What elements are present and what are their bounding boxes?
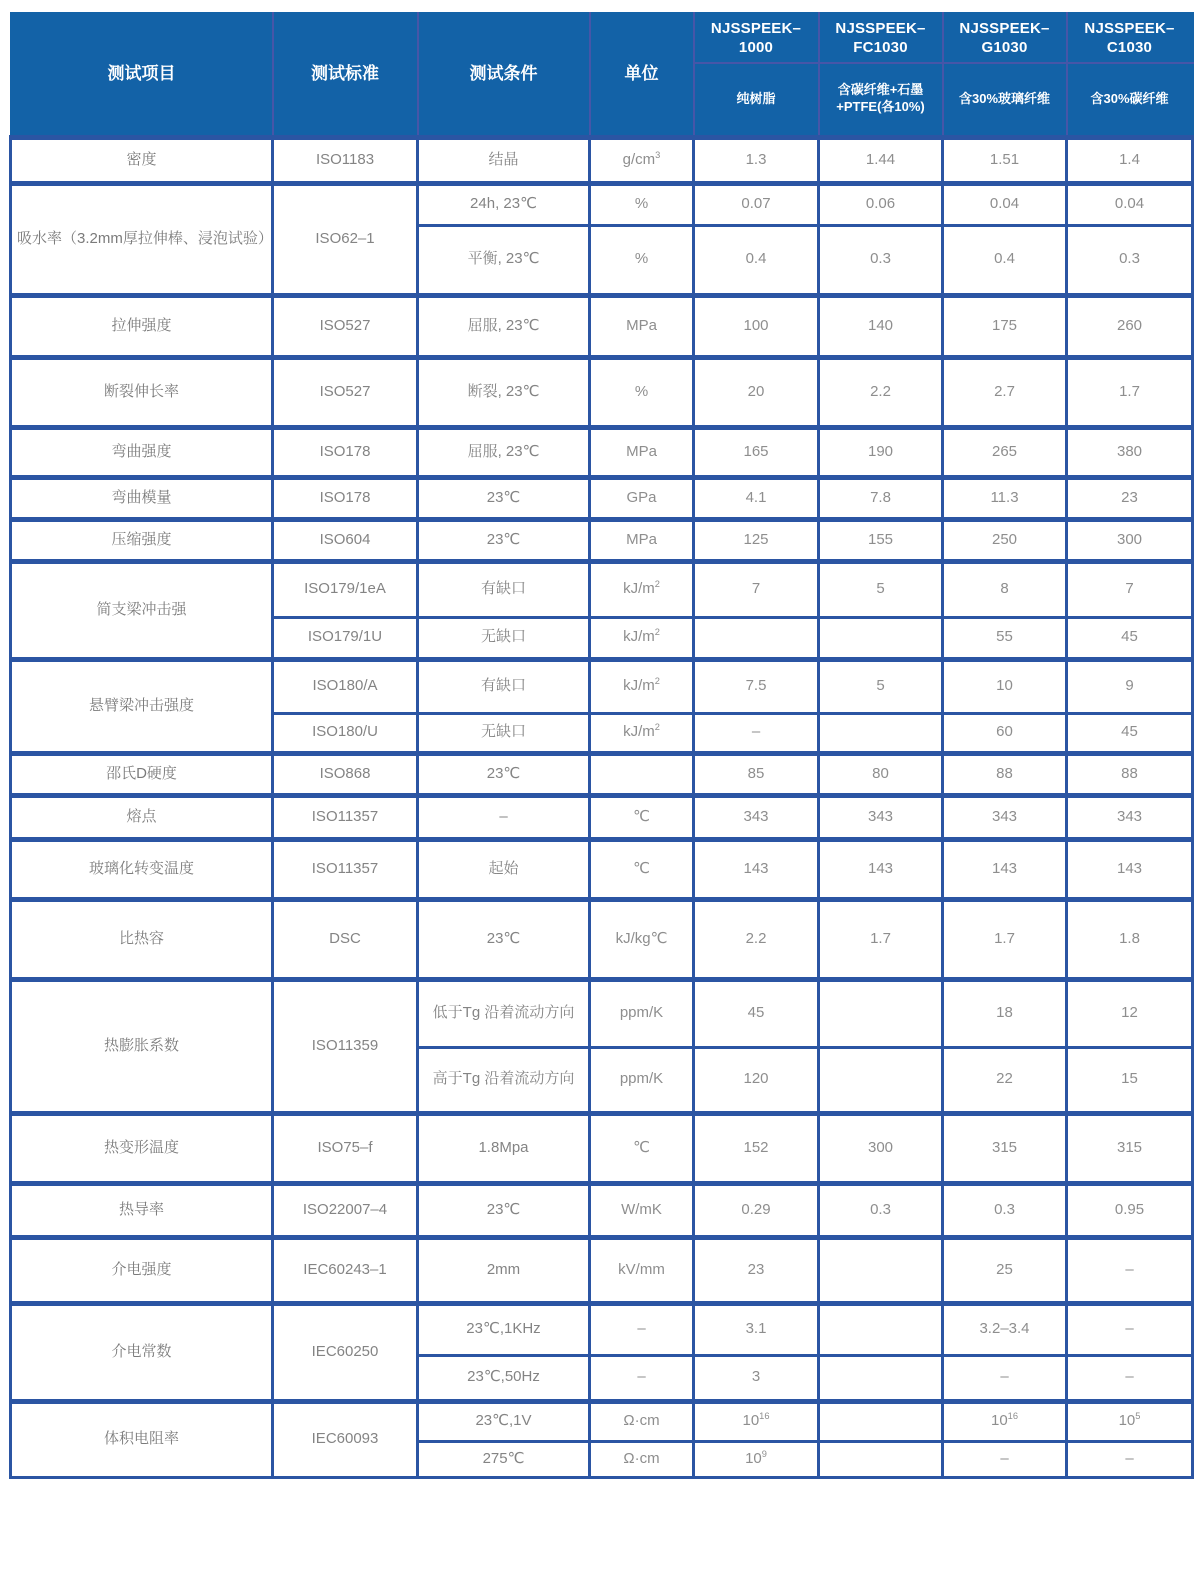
- cell-unit: %: [590, 357, 694, 427]
- cell-test-item: 介电常数: [11, 1303, 273, 1401]
- cell-condition: 屈服, 23℃: [418, 295, 590, 357]
- cell-standard: ISO178: [273, 427, 418, 477]
- cell-value-product-1: 100: [694, 295, 819, 357]
- cell-test-item: 密度: [11, 137, 273, 183]
- cell-value-product-1: 165: [694, 427, 819, 477]
- header-product-name-1: NJSSPEEK–1000: [694, 13, 819, 63]
- cell-unit: $kJ/m^2$: [590, 617, 694, 659]
- cell-value-product-3: 88: [943, 753, 1067, 795]
- cell-value-product-1: 3: [694, 1355, 819, 1401]
- table-row: [11, 427, 1193, 477]
- cell-test-item: 比热容: [11, 899, 273, 979]
- table-row: [11, 1113, 1193, 1183]
- cell-standard: ISO527: [273, 295, 418, 357]
- cell-value-product-3: 0.4: [943, 225, 1067, 295]
- cell-value-product-2: [819, 713, 943, 753]
- cell-condition: 275℃: [418, 1441, 590, 1477]
- cell-test-item: 热导率: [11, 1183, 273, 1237]
- cell-value-product-4: 143: [1067, 839, 1193, 899]
- cell-standard: ISO868: [273, 753, 418, 795]
- cell-value-product-1: 343: [694, 795, 819, 839]
- cell-value-product-1: 4.1: [694, 477, 819, 519]
- cell-test-item: 邵氏D硬度: [11, 753, 273, 795]
- cell-value-product-2: 343: [819, 795, 943, 839]
- table-row: [11, 295, 1193, 357]
- cell-condition: 2mm: [418, 1237, 590, 1303]
- cell-value-product-2: [819, 1355, 943, 1401]
- cell-condition: 23℃,1KHz: [418, 1303, 590, 1355]
- cell-value-product-1: 7: [694, 561, 819, 617]
- cell-value-product-1: 152: [694, 1113, 819, 1183]
- cell-condition: 有缺口: [418, 561, 590, 617]
- cell-value-product-3: 2.7: [943, 357, 1067, 427]
- cell-value-product-3: 3.2–3.4: [943, 1303, 1067, 1355]
- cell-value-product-4: 380: [1067, 427, 1193, 477]
- cell-value-product-1: 23: [694, 1237, 819, 1303]
- cell-unit: Ω·cm: [590, 1401, 694, 1441]
- cell-standard: ISO178: [273, 477, 418, 519]
- cell-test-item: 简支梁冲击强: [11, 561, 273, 659]
- cell-condition: 23℃: [418, 1183, 590, 1237]
- cell-condition: 断裂, 23℃: [418, 357, 590, 427]
- cell-value-product-4: 315: [1067, 1113, 1193, 1183]
- cell-condition: 23℃: [418, 753, 590, 795]
- cell-value-product-3: 11.3: [943, 477, 1067, 519]
- cell-condition: 平衡, 23℃: [418, 225, 590, 295]
- cell-value-product-1: 120: [694, 1047, 819, 1113]
- cell-test-item: 热膨胀系数: [11, 979, 273, 1113]
- cell-value-product-4: 15: [1067, 1047, 1193, 1113]
- header-product-name-4: NJSSPEEK–C1030: [1067, 13, 1193, 63]
- cell-value-product-1: 0.4: [694, 225, 819, 295]
- table-row: [11, 899, 1193, 979]
- cell-test-item: 玻璃化转变温度: [11, 839, 273, 899]
- cell-unit: %: [590, 225, 694, 295]
- cell-value-product-4: 45: [1067, 713, 1193, 753]
- table-row: [11, 753, 1193, 795]
- cell-unit: $g/cm^3$: [590, 137, 694, 183]
- cell-unit: kV/mm: [590, 1237, 694, 1303]
- cell-test-item: 熔点: [11, 795, 273, 839]
- cell-value-product-1: 125: [694, 519, 819, 561]
- table-row: [11, 1303, 1193, 1355]
- cell-value-product-2: [819, 617, 943, 659]
- cell-value-product-2: 1.44: [819, 137, 943, 183]
- cell-value-product-2: 140: [819, 295, 943, 357]
- cell-condition: 23℃,1V: [418, 1401, 590, 1441]
- cell-value-product-1: 2.2: [694, 899, 819, 979]
- cell-unit: MPa: [590, 427, 694, 477]
- cell-unit: MPa: [590, 295, 694, 357]
- cell-value-product-3: 143: [943, 839, 1067, 899]
- cell-standard: ISO11357: [273, 839, 418, 899]
- cell-unit: $kJ/m^2$: [590, 561, 694, 617]
- cell-value-product-4: –: [1067, 1355, 1193, 1401]
- cell-value-product-3: 1.7: [943, 899, 1067, 979]
- cell-unit: –: [590, 1303, 694, 1355]
- cell-value-product-2: 80: [819, 753, 943, 795]
- header-product-name-3: NJSSPEEK–G1030: [943, 13, 1067, 63]
- cell-standard: ISO62–1: [273, 183, 418, 295]
- cell-unit: %: [590, 183, 694, 225]
- cell-value-product-3: 55: [943, 617, 1067, 659]
- table-row: [11, 839, 1193, 899]
- table-row: [11, 1183, 1193, 1237]
- cell-test-item: 悬臂梁冲击强度: [11, 659, 273, 753]
- cell-value-product-2: 7.8: [819, 477, 943, 519]
- table-row: [11, 519, 1193, 561]
- cell-value-product-4: $10^5$: [1067, 1401, 1193, 1441]
- cell-value-product-3: 18: [943, 979, 1067, 1047]
- cell-unit: [590, 753, 694, 795]
- cell-condition: –: [418, 795, 590, 839]
- cell-value-product-1: 7.5: [694, 659, 819, 713]
- cell-value-product-3: 22: [943, 1047, 1067, 1113]
- header-test-standard: 测试标准: [273, 13, 418, 137]
- table-body: [11, 137, 1193, 1477]
- cell-value-product-1: 0.07: [694, 183, 819, 225]
- cell-value-product-3: 175: [943, 295, 1067, 357]
- cell-standard: ISO1183: [273, 137, 418, 183]
- cell-condition: 23℃: [418, 899, 590, 979]
- cell-value-product-4: 45: [1067, 617, 1193, 659]
- cell-condition: 无缺口: [418, 617, 590, 659]
- table-row: [11, 357, 1193, 427]
- cell-value-product-3: 8: [943, 561, 1067, 617]
- cell-value-product-4: 88: [1067, 753, 1193, 795]
- table-row: [11, 183, 1193, 225]
- cell-test-item: 弯曲强度: [11, 427, 273, 477]
- cell-value-product-2: [819, 1401, 943, 1441]
- cell-standard: ISO22007–4: [273, 1183, 418, 1237]
- cell-unit: ppm/K: [590, 979, 694, 1047]
- cell-condition: 1.8Mpa: [418, 1113, 590, 1183]
- cell-value-product-4: 1.4: [1067, 137, 1193, 183]
- cell-value-product-4: 9: [1067, 659, 1193, 713]
- cell-value-product-3: 250: [943, 519, 1067, 561]
- cell-value-product-3: 25: [943, 1237, 1067, 1303]
- table-row: [11, 979, 1193, 1047]
- cell-standard: ISO604: [273, 519, 418, 561]
- cell-standard: ISO179/1U: [273, 617, 418, 659]
- cell-value-product-1: 3.1: [694, 1303, 819, 1355]
- cell-value-product-3: 0.04: [943, 183, 1067, 225]
- cell-value-product-2: [819, 1047, 943, 1113]
- cell-unit: ppm/K: [590, 1047, 694, 1113]
- cell-value-product-3: 265: [943, 427, 1067, 477]
- table-row: [11, 1401, 1193, 1441]
- cell-value-product-2: 1.7: [819, 899, 943, 979]
- cell-value-product-2: [819, 1303, 943, 1355]
- table-row: [11, 477, 1193, 519]
- cell-value-product-3: 315: [943, 1113, 1067, 1183]
- cell-value-product-3: 10: [943, 659, 1067, 713]
- header-unit: 单位: [590, 13, 694, 137]
- cell-value-product-1: –: [694, 713, 819, 753]
- cell-value-product-2: 143: [819, 839, 943, 899]
- cell-unit: GPa: [590, 477, 694, 519]
- cell-test-item: 弯曲模量: [11, 477, 273, 519]
- cell-standard: ISO180/A: [273, 659, 418, 713]
- cell-standard: ISO11357: [273, 795, 418, 839]
- header-test-item: 测试项目: [11, 13, 273, 137]
- header-product-desc-1: 纯树脂: [694, 63, 819, 137]
- cell-value-product-2: 5: [819, 659, 943, 713]
- table-row: [11, 561, 1193, 617]
- cell-value-product-2: 5: [819, 561, 943, 617]
- cell-condition: 高于Tg 沿着流动方向: [418, 1047, 590, 1113]
- cell-standard: IEC60243–1: [273, 1237, 418, 1303]
- cell-value-product-1: [694, 617, 819, 659]
- cell-unit: MPa: [590, 519, 694, 561]
- cell-value-product-4: 260: [1067, 295, 1193, 357]
- cell-value-product-1: $10^{16}$: [694, 1401, 819, 1441]
- cell-unit: Ω·cm: [590, 1441, 694, 1477]
- header-product-desc-2: 含碳纤维+石墨+PTFE(各10%): [819, 63, 943, 137]
- cell-value-product-4: –: [1067, 1303, 1193, 1355]
- cell-unit: –: [590, 1355, 694, 1401]
- cell-standard: ISO180/U: [273, 713, 418, 753]
- cell-value-product-1: 85: [694, 753, 819, 795]
- cell-test-item: 拉伸强度: [11, 295, 273, 357]
- cell-value-product-4: 7: [1067, 561, 1193, 617]
- cell-value-product-3: –: [943, 1441, 1067, 1477]
- cell-unit: ℃: [590, 839, 694, 899]
- header-product-desc-4: 含30%碳纤维: [1067, 63, 1193, 137]
- cell-value-product-4: 1.7: [1067, 357, 1193, 427]
- cell-value-product-2: [819, 1441, 943, 1477]
- header-product-name-2: NJSSPEEK–FC1030: [819, 13, 943, 63]
- cell-value-product-1: 143: [694, 839, 819, 899]
- cell-value-product-4: 0.3: [1067, 225, 1193, 295]
- cell-value-product-2: 0.06: [819, 183, 943, 225]
- cell-test-item: 压缩强度: [11, 519, 273, 561]
- cell-test-item: 热变形温度: [11, 1113, 273, 1183]
- table-row: [11, 1237, 1193, 1303]
- cell-value-product-1: 1.3: [694, 137, 819, 183]
- cell-value-product-4: 343: [1067, 795, 1193, 839]
- cell-condition: 有缺口: [418, 659, 590, 713]
- cell-condition: 屈服, 23℃: [418, 427, 590, 477]
- table-row: [11, 795, 1193, 839]
- header-test-condition: 测试条件: [418, 13, 590, 137]
- cell-standard: ISO179/1eA: [273, 561, 418, 617]
- cell-value-product-2: [819, 1237, 943, 1303]
- cell-value-product-3: 0.3: [943, 1183, 1067, 1237]
- cell-value-product-4: 23: [1067, 477, 1193, 519]
- cell-standard: ISO11359: [273, 979, 418, 1113]
- cell-unit: $kJ/m^2$: [590, 659, 694, 713]
- table-row: [11, 659, 1193, 713]
- cell-condition: 无缺口: [418, 713, 590, 753]
- cell-value-product-2: 0.3: [819, 1183, 943, 1237]
- material-properties-table: [9, 12, 1194, 1479]
- header-product-desc-3: 含30%玻璃纤维: [943, 63, 1067, 137]
- cell-value-product-3: 60: [943, 713, 1067, 753]
- cell-standard: DSC: [273, 899, 418, 979]
- cell-condition: 起始: [418, 839, 590, 899]
- cell-unit: ℃: [590, 1113, 694, 1183]
- cell-condition: 23℃: [418, 477, 590, 519]
- cell-condition: 低于Tg 沿着流动方向: [418, 979, 590, 1047]
- cell-condition: 24h, 23℃: [418, 183, 590, 225]
- cell-value-product-2: 190: [819, 427, 943, 477]
- cell-value-product-2: [819, 979, 943, 1047]
- cell-test-item: 吸水率（3.2mm厚拉伸棒、浸泡试验）: [11, 183, 273, 295]
- cell-unit: ℃: [590, 795, 694, 839]
- cell-value-product-4: –: [1067, 1237, 1193, 1303]
- cell-standard: ISO75–f: [273, 1113, 418, 1183]
- cell-condition: 结晶: [418, 137, 590, 183]
- cell-value-product-3: 1.51: [943, 137, 1067, 183]
- cell-value-product-1: 45: [694, 979, 819, 1047]
- cell-value-product-2: 0.3: [819, 225, 943, 295]
- cell-standard: IEC60250: [273, 1303, 418, 1401]
- cell-standard: ISO527: [273, 357, 418, 427]
- cell-standard: IEC60093: [273, 1401, 418, 1477]
- cell-value-product-4: 0.95: [1067, 1183, 1193, 1237]
- cell-test-item: 体积电阻率: [11, 1401, 273, 1477]
- cell-value-product-4: 300: [1067, 519, 1193, 561]
- cell-test-item: 断裂伸长率: [11, 357, 273, 427]
- cell-value-product-4: –: [1067, 1441, 1193, 1477]
- cell-value-product-4: 1.8: [1067, 899, 1193, 979]
- cell-unit: W/mK: [590, 1183, 694, 1237]
- table-header: [11, 13, 1193, 137]
- cell-value-product-1: 0.29: [694, 1183, 819, 1237]
- cell-value-product-1: 20: [694, 357, 819, 427]
- cell-value-product-3: –: [943, 1355, 1067, 1401]
- cell-value-product-1: $10^9$: [694, 1441, 819, 1477]
- cell-value-product-2: 300: [819, 1113, 943, 1183]
- cell-value-product-3: $10^{16}$: [943, 1401, 1067, 1441]
- cell-condition: 23℃: [418, 519, 590, 561]
- cell-value-product-4: 12: [1067, 979, 1193, 1047]
- cell-test-item: 介电强度: [11, 1237, 273, 1303]
- cell-value-product-2: 155: [819, 519, 943, 561]
- cell-value-product-4: 0.04: [1067, 183, 1193, 225]
- cell-unit: kJ/kg℃: [590, 899, 694, 979]
- cell-value-product-3: 343: [943, 795, 1067, 839]
- cell-value-product-2: 2.2: [819, 357, 943, 427]
- cell-unit: $kJ/m^2$: [590, 713, 694, 753]
- table-row: [11, 137, 1193, 183]
- cell-condition: 23℃,50Hz: [418, 1355, 590, 1401]
